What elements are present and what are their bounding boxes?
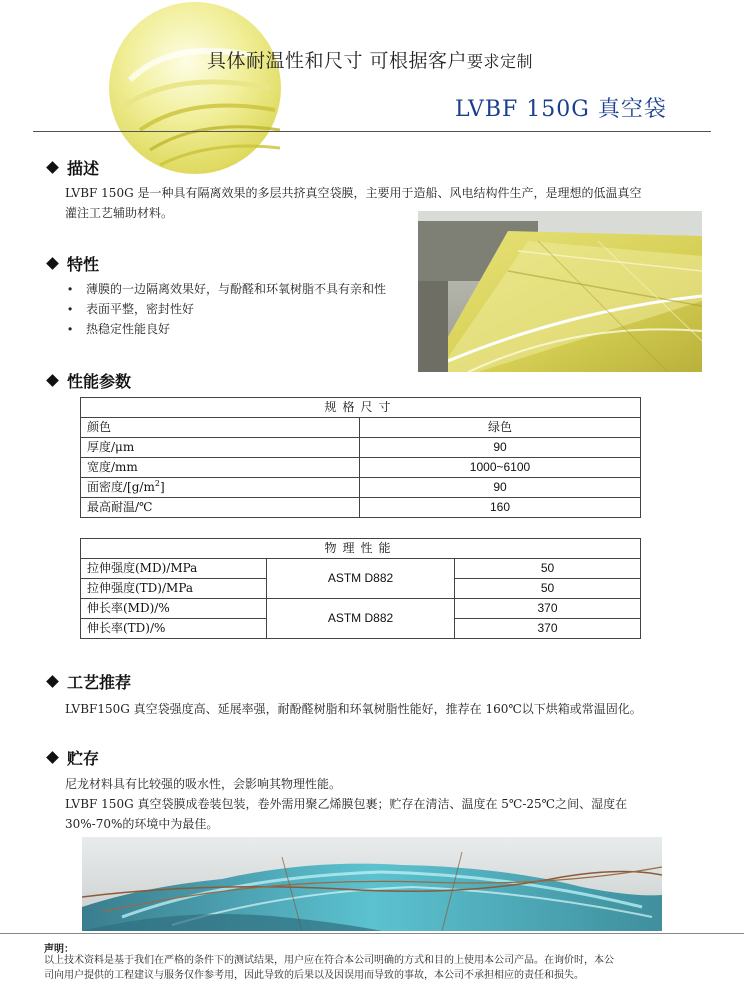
diamond-bullet-icon [46,161,59,174]
table-row: 拉伸强度(TD)/MPa 50 [81,579,641,599]
diamond-bullet-icon [46,257,59,270]
table-row: 最高耐温/℃ 160 [81,498,641,518]
storage-text: 尼龙材料具有比较强的吸水性，会影响其物理性能。 LVBF 150G 真空袋膜成卷装包装，卷外需用聚乙烯膜包裹；贮存在清洁、温度在 5℃-25℃之间、湿度在 30%-70%的环境中为最佳。 [65,777,628,831]
section-heading-features: 特性 [44,252,99,275]
table-header: 物理性能 [81,539,641,559]
table-header: 规格尺寸 [81,398,641,418]
hero-film-roll-image [100,0,290,175]
size-spec-table [80,397,641,518]
title-divider [33,131,711,132]
table-row: 面密度$/[g/m^2]$ 90 [81,478,641,498]
features-list [66,279,426,339]
section-heading-process: 工艺推荐 [44,670,131,693]
description-text: LVBF 150G 是一种具有隔离效果的多层共挤真空袋膜，主要用于造船、风电结构件生产，是理想的低温真空 灌注工艺辅助材料。 [65,186,642,220]
resin-infusion-photo [82,837,662,931]
diamond-bullet-icon [46,374,59,387]
headline: 具体耐温性和尺寸 可根据客户要求定制 [207,50,534,72]
disclaimer-title: 声明： [44,944,74,955]
section-heading-specs: 性能参数 [44,369,131,392]
table-row [81,539,641,559]
table-row: 宽度/mm 1000~6100 [81,458,641,478]
table-row: 伸长率(TD)/% 370 [81,619,641,639]
table-row: 伸长率(MD)/% ASTM D882 370 [81,599,641,619]
section-heading-storage: 贮存 [44,746,99,769]
table-row: 厚度/μm 90 [81,438,641,458]
list-item: • 热稳定性能良好 [66,319,426,339]
process-text: LVBF150G 真空袋强度高、延展率强，耐酚醛树脂和环氧树脂性能好，推荐在 160℃以下烘箱或常温固化。 [65,702,642,716]
table-row [81,398,641,418]
physical-properties-table [80,538,641,639]
factory-vacuum-bag-photo [418,211,702,372]
list-item: • 表面平整，密封性好 [66,299,426,319]
footer-divider [0,933,744,934]
list-item: • 薄膜的一边隔离效果好，与酚醛和环氧树脂不具有亲和性 [66,279,426,299]
diamond-bullet-icon [46,751,59,764]
product-title: LVBF 150G 真空袋 [455,97,667,122]
diamond-bullet-icon [46,675,59,688]
disclaimer-text: 以上技术资料是基于我们在严格的条件下的测试结果，用户应在符合本公司明确的方式和目的上使用本公司产品。在询价时，本公 司向用户提供的工程建议与服务仅作参考用，因此导致的后果以及因误用而导致的事故，本公司不承担相应的责任和损失。 [44,955,614,981]
table-row: 颜色 绿色 [81,418,641,438]
table-row: 拉伸强度(MD)/MPa ASTM D882 50 [81,559,641,579]
section-heading-description: 描述 [44,156,99,179]
